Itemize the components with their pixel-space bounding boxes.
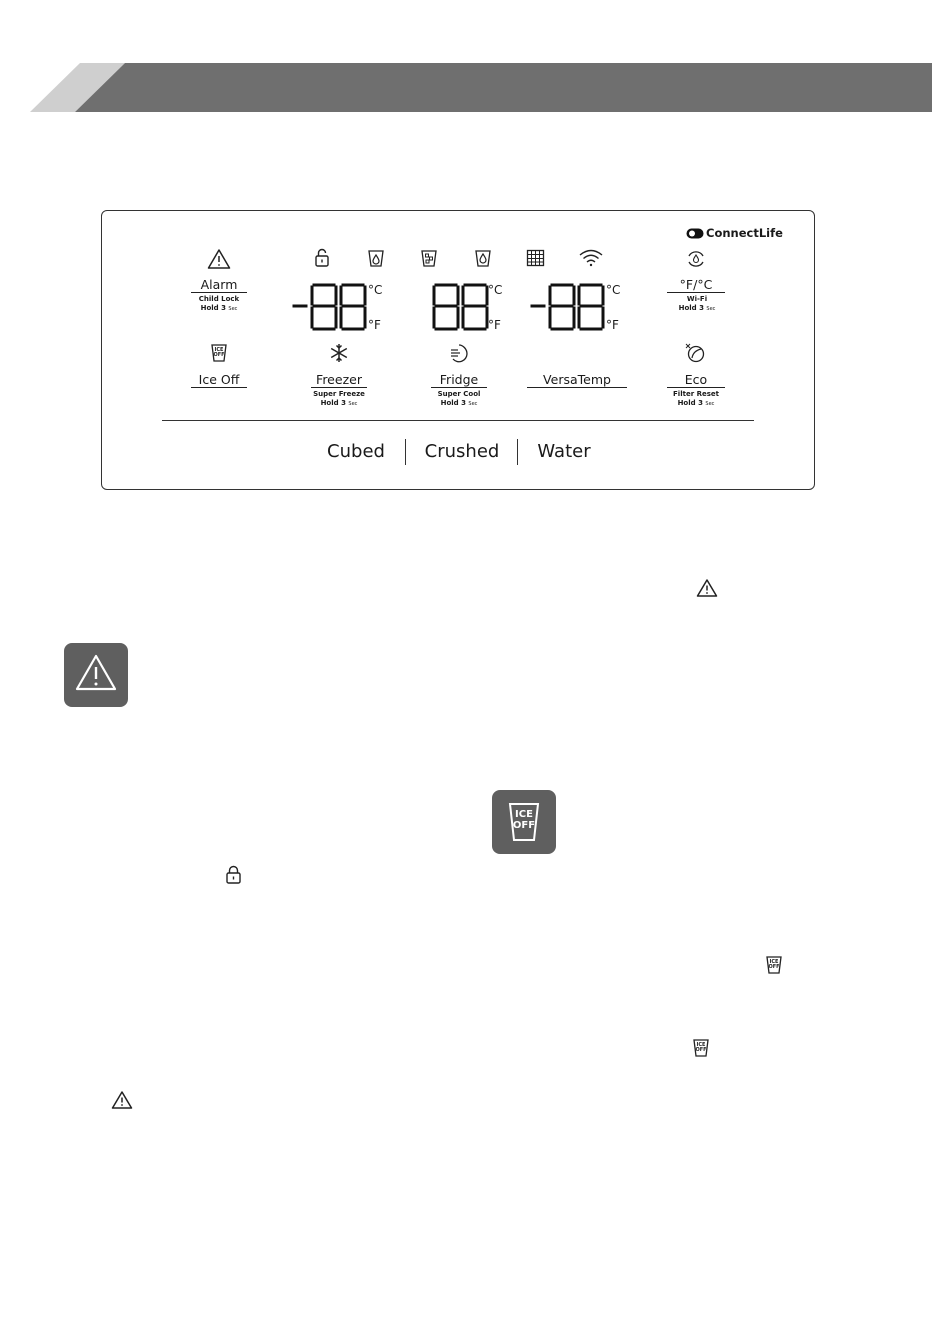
hold-text: Hold 3 [320,399,346,407]
freezer-key-label[interactable]: Freezer [316,372,362,387]
unit-key-sub [679,295,716,314]
water-drop-cup-icon [474,248,492,268]
versatemp-display [528,282,608,332]
hold-text: Hold 3 [200,304,226,312]
child-lock-icon [225,865,242,885]
water-filter-icon [367,248,385,268]
ice-off-key-label[interactable]: Ice Off [198,372,240,387]
eco-key-sub [673,390,719,409]
dispenser-separator [517,439,518,465]
super-freeze-text: Super Freeze [313,390,365,398]
ice-off-icon [765,955,783,975]
hold-text: Hold 3 [678,304,704,312]
snowflake-icon [329,343,349,363]
versatemp-unit-f: °F [606,318,619,332]
freezer-display [290,282,370,332]
svg-text:OFF: OFF [768,964,780,970]
warning-triangle-icon [111,1090,133,1110]
svg-text:OFF: OFF [213,352,225,358]
wifi-icon [578,248,604,268]
unit-key-label[interactable]: °F/°C [679,277,713,292]
dispenser-separator [405,439,406,465]
hold-text: Hold 3 [677,399,703,407]
svg-text:ICE: ICE [214,347,224,353]
wifi-text: Wi-Fi [686,295,708,303]
unit-key-underline [667,292,725,293]
svg-text:OFF: OFF [512,820,536,831]
panel-divider [162,420,754,421]
alarm-key-label[interactable]: Alarm [200,277,238,292]
freezer-key-sub [313,390,365,409]
fridge-cool-icon [449,343,469,363]
water-button[interactable]: Water [537,441,591,462]
svg-text:ICE: ICE [769,959,779,965]
super-cool-text: Super Cool [437,390,481,398]
svg-text:ICE: ICE [515,809,533,820]
warning-triangle-icon [696,578,718,598]
ice-off-icon [692,1038,710,1058]
warning-triangle-icon [207,248,231,270]
alarm-feature-tile [64,643,128,707]
alarm-key-underline [191,292,247,293]
crushed-button[interactable]: Crushed [424,441,500,462]
ice-maker-icon [420,248,438,268]
svg-text:ICE: ICE [696,1042,706,1048]
ice-off-icon [210,343,228,363]
brand-logo-text: ConnectLife [706,226,783,240]
fridge-unit-f: °F [488,318,501,332]
sec-text: Sec [468,401,478,407]
fridge-key-sub [438,390,481,409]
eco-key-label[interactable]: Eco [684,372,708,387]
eco-key-underline [667,387,725,388]
fridge-display [430,282,490,332]
header-band [0,0,932,125]
fridge-key-label[interactable]: Fridge [439,372,479,387]
versatemp-key-underline [527,387,627,388]
warning-triangle-icon [64,643,128,707]
ice-off-key-underline [191,387,247,388]
freezer-unit-c: °C [368,283,383,297]
fridge-unit-c: °C [488,283,503,297]
freezer-unit-f: °F [368,318,381,332]
connectlife-logo-icon [686,228,704,239]
versatemp-key-label[interactable]: VersaTemp [543,372,611,387]
fridge-key-underline [431,387,487,388]
ice-off-icon [492,790,556,854]
versatemp-unit-c: °C [606,283,621,297]
sec-text: Sec [348,401,358,407]
freezer-key-underline [311,387,367,388]
filter-reset-text: Filter Reset [673,390,719,398]
hold-text: Hold 3 [440,399,466,407]
sec-text: Sec [705,401,715,407]
unlock-icon [314,248,330,268]
eco-leaf-icon [684,343,706,363]
grid-icon [526,249,545,267]
unit-toggle-icon [685,248,707,270]
sec-text: Sec [228,306,238,312]
alarm-key-sub [199,295,239,314]
sec-text: Sec [706,306,716,312]
svg-text:OFF: OFF [695,1047,707,1053]
cubed-button[interactable]: Cubed [327,441,385,462]
ice-off-feature-tile [492,790,556,854]
child-lock-text: Child Lock [198,295,240,303]
